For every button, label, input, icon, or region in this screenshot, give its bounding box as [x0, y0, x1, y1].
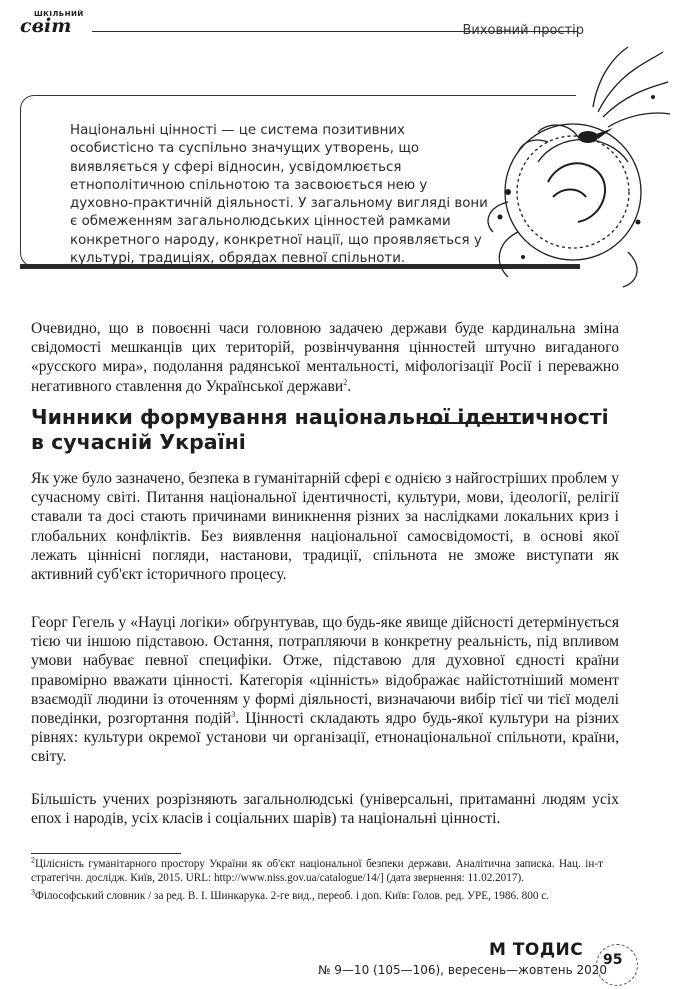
- issue-info: № 9—10 (105—106), вересень—жовтень 2020: [318, 963, 608, 977]
- footnote-separator: [31, 853, 181, 854]
- section-title: Виховний простір: [462, 23, 584, 38]
- body-paragraph-1-end: .: [347, 377, 352, 395]
- definition-text: Національні цінності — це система позитивних особистісно та суспільно значущих утворень, що виявляється у сфері відносин, усвідомлюється етнополітичною спільнотою та засвоюється нею у духовно-практичній діяльності. У загальному вигляді вони є обмеженням загальнолюдських цінностей рамками конкретного народу, конкретної нації, що проявляється у культурі, традиціях, обрядах певної спільноти.: [70, 123, 488, 267]
- magazine-brand: М ТОДИС: [489, 940, 584, 960]
- body-paragraph-4: Більшість учених розрізняють загальнолюдські (універсальні, притаманні людям усіх епох і народів, усіх класів і соціальних шарів) та національні цінності.: [31, 791, 619, 828]
- body-paragraph-1-text: Очевидно, що в повоєнні часи головною задачею держави буде кардинальна зміна свідомості мешканців цих територій, розвінчування цінностей штучно вигаданого «русского мира», подолання радянської ментальності, міфологізації Росії і переважно негативного ставлення до Української держави: [31, 320, 619, 395]
- footnote-ref-3: 3: [231, 709, 236, 719]
- magazine-logo: [18, 10, 88, 36]
- body-paragraph-3: [31, 613, 619, 767]
- footnote-2-number: 2: [31, 855, 35, 865]
- body-paragraph-2: Як уже було зазначено, безпека в гуманітарній сфері є однією з найгостріших проблем у сучасному світі. Питання національної ідентичності, культури, мови, ідеології, релігії ставали та досі стають причинами виникнення різних за наслідками локальних криз і глобальних конфліктів. Без виявлення національної самосвідомості, в основі якої лежать ціннісні погляди, настанови, традиції, спільнота не зможе виступати як активний суб'єкт історичного процесу.: [31, 470, 619, 584]
- logo-big-text: світ: [20, 15, 72, 37]
- footnote-2: [31, 857, 603, 885]
- decorative-bird-ornament: [478, 42, 673, 292]
- logo-small-text: ШКІЛЬНИЙ: [34, 10, 84, 18]
- heading-rule: [423, 422, 521, 424]
- footnotes: [31, 857, 603, 908]
- body-paragraph-3-text: Георг Гегель у «Науці логіки» обґрунтував, що будь-яке явище дійсності детермінується тією чи іншою підставою. Остання, потрапляючи в конкретну реальність, під впливом умови набуває певної специфіки. Отже, підставою для духовної єдності країни правомірно вважати цінності. Категорія «цінність» відображає найістотніший момент взаємодії людини із оточенням у формі діяльності, визначаючи вибір тієї чи тієї моделі поведінки, розгортання подій: [31, 614, 619, 728]
- footnote-3: [31, 889, 603, 903]
- footnote-3-text: Філософський словник / за ред. В. І. Шинкарука. 2-ге вид., переоб. і доп. Київ: Голов. ред. УРЕ, 1986. 800 с.: [35, 890, 549, 903]
- page-number: 95: [603, 952, 623, 968]
- body-paragraph-3-end: . Цінності складають ядро будь-якої культури на різних рівнях: культури окремої установи чи організації, етнонаціональної спільноти, країни, світу.: [31, 710, 619, 766]
- footnote-3-number: 3: [31, 887, 35, 897]
- body-paragraph-1: [31, 319, 619, 396]
- section-heading: Чинники формування національної ідентичності в сучасній Україні: [31, 405, 609, 454]
- footnote-2-text: Цілісність гуманітарного простору України як об'єкт національної безпеки держави. Аналітична записка. Нац. ін-т стратегічн. дослідж. Київ, 2015. URL: http://www.niss.gov.ua/catalogue/14/] (дата звернення: 11.02.2017).: [31, 858, 603, 885]
- footnote-ref-2: 2: [343, 377, 348, 387]
